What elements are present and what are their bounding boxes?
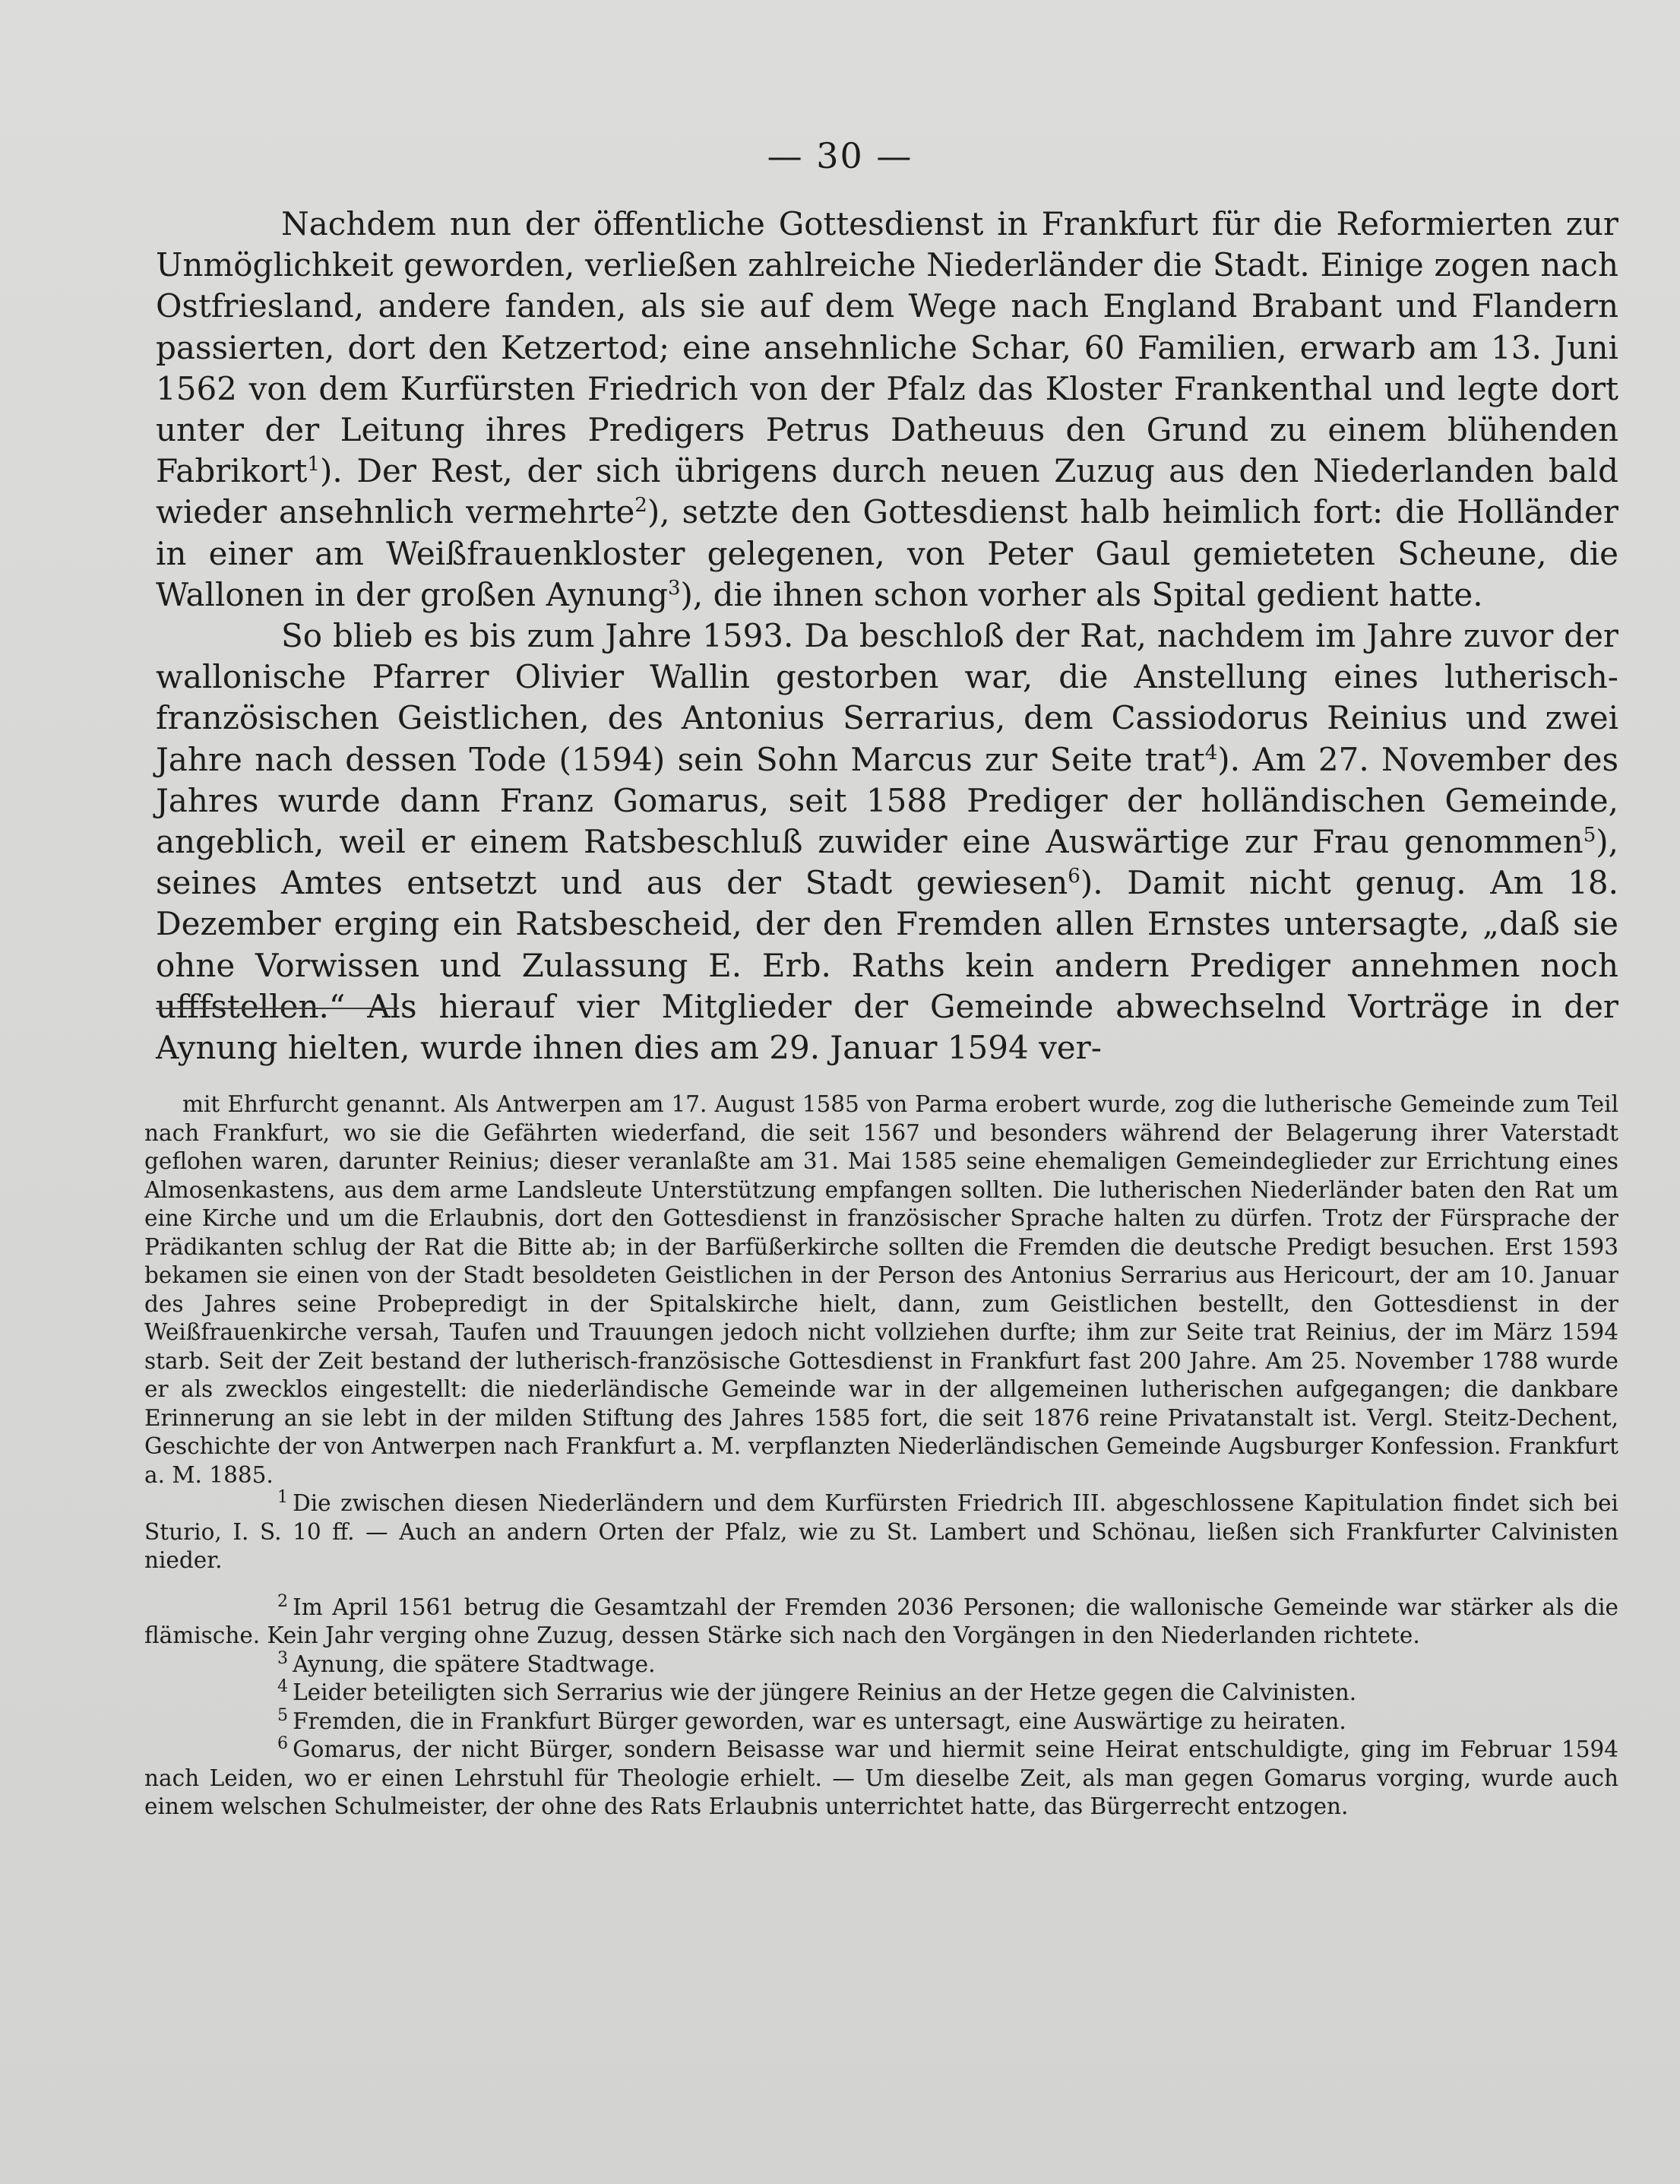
footnote-1: $^1$ Die zwischen diesen Niederländern und dem Kurfürsten Friedrich III. abgeschlossene Kapitulation findet sich bei Sturio, I. S. 10 ff. — Auch an andern Orten der Pfalz, wie zu St. Lambert und Schönau, ließen sich Frankfurter Calvinisten nieder. <box>144 1487 1618 1573</box>
paragraph-2: So blieb es bis zum Jahre 1593. Da beschloß der Rat, nachdem im Jahre zuvor der wallonische Pfarrer Olivier Wallin gestorben war, die Anstellung eines lutherisch-französischen Geistlichen, des Antonius Serrarius, dem Cassiodorus Reinius und zwei Jahre nach dessen Tode (1594) sein Sohn Marcus zur Seite trat$^4$). Am 27. November des Jahres wurde dann Franz Gomarus, seit 1588 Prediger der holländischen Gemeinde, angeblich, weil er einem Ratsbeschluß zuwider eine Auswärtige zur Frau genommen$^5$), seines Amtes entsetzt und aus der Stadt gewiesen$^6$). Damit nicht genug. Am 18. Dezember erging ein Ratsbescheid, der den Fremden allen Ernstes untersagte, „daß sie ohne Vorwissen und Zulassung E. Erb. Raths kein andern Prediger annehmen noch ufffstellen.“ Als hierauf vier Mitglieder der Gemeinde abwechselnd Vorträge in der Aynung hielten, wurde ihnen dies am 29. Januar 1594 ver- <box>156 617 1618 1067</box>
footnote-5: $^5$ Fremden, die in Frankfurt Bürger geworden, war es untersagt, eine Auswärtige zu heiraten. <box>277 1704 1346 1734</box>
page-number: — 30 — <box>767 135 913 176</box>
footnote-ref-1: 1 <box>307 453 320 476</box>
footnote-divider <box>156 1008 399 1009</box>
main-text <box>156 204 1618 1068</box>
footnote-3: $^3$ Aynung, die spätere Stadtwage. <box>277 1647 656 1677</box>
footnote-ref-4: 4 <box>1204 741 1218 764</box>
footnote-ref-2: 2 <box>634 494 647 518</box>
footnote-2: $^2$ Im April 1561 betrug die Gesamtzahl der Fremden 2036 Personen; die wallonische Gemeinde war stärker als die flämische. Kein Jahr verging ohne Zuzug, dessen Stärke sich nach den Vorgängen in den Niederlanden richtete. <box>144 1591 1618 1648</box>
footnote-6: $^6$ Gomarus, der nicht Bürger, sondern Beisasse war und hiermit seine Heirat entschuldigte, ging im Februar 1594 nach Leiden, wo er einen Lehrstuhl für Theologie erhielt. — Um dieselbe Zeit, als man gegen Gomarus vorging, wurde auch einem welschen Schulmeister, der ohne des Rats Erlaubnis unterrichtet hatte, das Bürgerrecht entzogen. <box>144 1733 1618 1819</box>
footnote-ref-5: 5 <box>1583 824 1596 847</box>
footnote-ref-6: 6 <box>1068 865 1080 888</box>
footnote-4: $^4$ Leider beteiligten sich Serrarius wie der jüngere Reinius an der Hetze gegen die Calvinisten. <box>277 1676 1357 1705</box>
paragraph-1: Nachdem nun der öffentliche Gottesdienst in Frankfurt für die Reformierten zur Unmöglichkeit geworden, verließen zahlreiche Niederländer die Stadt. Einige zogen nach Ostfriesland, andere fanden, als sie auf dem Wege nach England Brabant und Flandern passierten, dort den Ketzertod; eine ansehnliche Schar, 60 Familien, erwarb am 13. Juni 1562 von dem Kurfürsten Friedrich von der Pfalz das Kloster Frankenthal und legte dort unter der Leitung ihres Predigers Petrus Datheuus den Grund zu einem blühenden Fabrikort$^1$). Der Rest, der sich übrigens durch neuen Zuzug aus den Niederlanden bald wieder ansehnlich vermehrte$^2$), setzte den Gottesdienst halb heimlich fort: die Holländer in einer am Weißfrauenkloster gelegenen, von Peter Gaul gemieteten Scheune, die Wallonen in der großen Aynung$^3$), die ihnen schon vorher als Spital gedient hatte. <box>156 205 1618 613</box>
footnote-continuation: mit Ehrfurcht genannt. Als Antwerpen am 17. August 1585 von Parma erobert wurde, zog die lutherische Gemeinde zum Teil nach Frankfurt, wo sie die Gefährten wiederfand, die seit 1567 und besonders während der Belagerung ihrer Vaterstadt geflohen waren, darunter Reinius; dieser veranlaßte am 31. Mai 1585 seine ehemaligen Gemeindeglieder zur Errichtung eines Almosenkastens, aus dem arme Landsleute Unterstützung empfangen sollten. Die lutherischen Niederländer baten den Rat um eine Kirche und um die Erlaubnis, dort den Gottesdienst in französischer Sprache halten zu dürfen. Trotz der Fürsprache der Prädikanten schlug der Rat die Bitte ab; in der Barfüßerkirche sollten die Fremden die deutsche Predigt besuchen. Erst 1593 bekamen sie einen von der Stadt besoldeten Geistlichen in der Person des Antonius Serrarius aus Hericourt, der am 10. Januar des Jahres seine Probepredigt in der Spitalskirche hielt, dann, zum Geistlichen bestellt, den Gottesdienst in der Weißfrauenkirche versah, Taufen und Trauungen jedoch nicht vollziehen durfte; ihm zur Seite trat Reinius, der im März 1594 starb. Seit der Zeit bestand der lutherisch-französische Gottesdienst in Frankfurt fast 200 Jahre. Am 25. November 1788 wurde er als zwecklos eingestellt: die niederländische Gemeinde war in der allgemeinen lutherischen aufgegangen; die dankbare Erinnerung an sie lebt in der milden Stiftung des Jahres 1585 fort, die seit 1876 reine Privatanstalt ist. Vergl. Steitz-Dechent, Geschichte der von Antwerpen nach Frankfurt a. M. verpflanzten Niederländischen Gemeinde Augsburger Konfession. Frankfurt a. M. 1885. <box>144 1091 1618 1488</box>
footnotes <box>144 1090 1618 1822</box>
footnote-ref-3: 3 <box>667 576 681 600</box>
